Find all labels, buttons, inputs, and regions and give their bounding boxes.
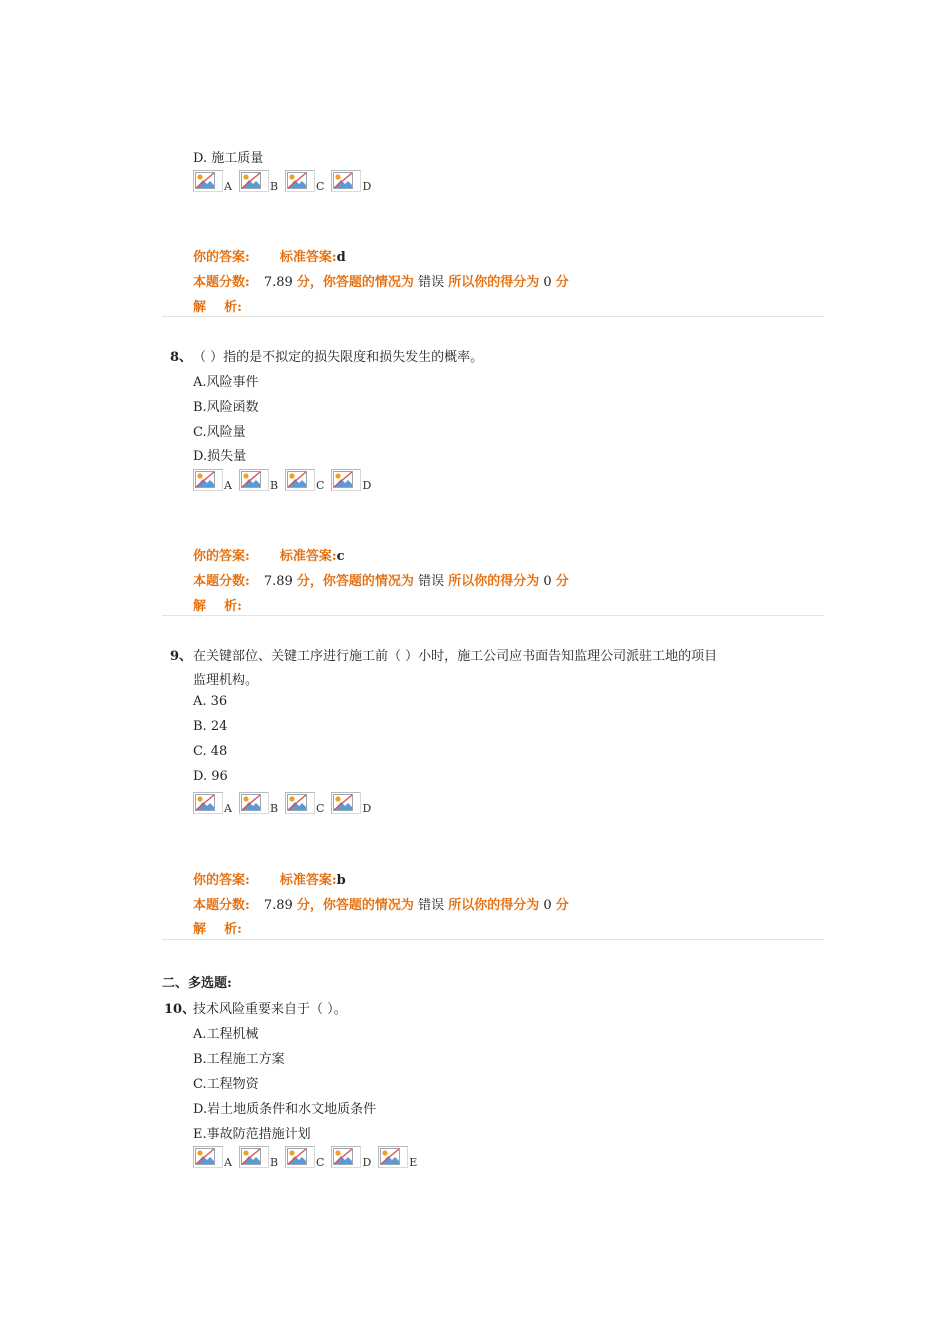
choice-letter: A [224, 479, 232, 492]
choice-letter: E [409, 1156, 418, 1169]
score-label: 本题分数: [193, 898, 250, 913]
choice-letter: C [316, 180, 325, 193]
q8-text: （ ）指的是不拟定的损失限度和损失发生的概率。 [193, 350, 484, 365]
q7-answer-row [193, 246, 346, 265]
q9-choice-b[interactable] [239, 792, 278, 814]
std-answer-value: b [336, 873, 346, 888]
broken-image-icon [285, 1146, 315, 1168]
q9-option-d: D. 96 [193, 769, 228, 784]
broken-image-icon [331, 792, 361, 814]
q10-answer-choices [193, 1144, 424, 1168]
choice-letter: B [269, 802, 279, 815]
your-answer-label: 你的答案: [193, 549, 250, 564]
q8-score-row [193, 570, 569, 589]
q7-choice-c[interactable] [285, 170, 324, 192]
std-answer-value: c [336, 549, 345, 564]
q7-option-d: D. 施工质量 [193, 151, 264, 166]
broken-image-icon [239, 170, 269, 192]
q8-option-a: A.风险事件 [193, 375, 259, 390]
got-unit: 分 [555, 574, 569, 589]
q10-text: 技术风险重要来自于（ ）。 [193, 1002, 347, 1017]
q9-answer-row [193, 869, 346, 888]
q7-score-row [193, 271, 569, 290]
q7-answer-choices [193, 168, 378, 192]
result-text: 错误 [418, 275, 445, 290]
q9-option-a: A. 36 [193, 694, 228, 709]
q9-score-row [193, 894, 569, 913]
choice-letter: C [316, 802, 325, 815]
q9-text-line2: 监理机构。 [193, 673, 259, 688]
broken-image-icon [331, 170, 361, 192]
your-answer-label: 你的答案: [193, 250, 250, 265]
q8-option-c: C.风险量 [193, 425, 246, 440]
q8-choice-c[interactable] [285, 469, 324, 491]
std-answer-label: 标准答案: [279, 250, 337, 265]
broken-image-icon [193, 469, 223, 491]
q10-option-c: C.工程物资 [193, 1077, 259, 1092]
got-value: 0 [543, 898, 552, 913]
q10-choice-d[interactable] [331, 1146, 371, 1168]
choice-letter: D [362, 479, 372, 492]
score-mid: 分，你答题的情况为 [296, 275, 414, 290]
choice-letter: B [269, 1156, 279, 1169]
std-answer-label: 标准答案: [279, 873, 337, 888]
choice-letter: B [269, 180, 279, 193]
section-title: 二、多选题: [162, 976, 232, 991]
q8-choice-b[interactable] [239, 469, 278, 491]
q7-analysis-label: 解 析: [193, 300, 242, 315]
got-unit: 分 [555, 898, 569, 913]
q9-text-line1: 在关键部位、关键工序进行施工前（ ）小时，施工公司应书面告知监理公司派驻工地的项目 [193, 649, 718, 664]
q8-answer-row [193, 545, 345, 564]
choice-letter: A [224, 802, 232, 815]
broken-image-icon [378, 1146, 408, 1168]
q8-choice-d[interactable] [331, 469, 371, 491]
q10-choice-c[interactable] [285, 1146, 324, 1168]
got-value: 0 [543, 275, 552, 290]
q10-option-e: E.事故防范措施计划 [193, 1127, 311, 1142]
q7-choice-a[interactable] [193, 170, 232, 192]
q8-analysis-label: 解 析: [193, 599, 242, 614]
broken-image-icon [285, 792, 315, 814]
broken-image-icon [193, 1146, 223, 1168]
q9-choice-a[interactable] [193, 792, 232, 814]
broken-image-icon [331, 469, 361, 491]
q8-option-b: B.风险函数 [193, 400, 259, 415]
q9-option-b: B. 24 [193, 719, 228, 734]
divider [162, 615, 824, 616]
score-value: 7.89 [263, 275, 293, 290]
q7-choice-b[interactable] [239, 170, 278, 192]
q7-choice-d[interactable] [331, 170, 371, 192]
choice-letter: B [269, 479, 279, 492]
choice-letter: A [224, 1156, 232, 1169]
broken-image-icon [239, 792, 269, 814]
q8-number: 8、 [170, 350, 193, 365]
result-text: 错误 [418, 574, 445, 589]
broken-image-icon [239, 1146, 269, 1168]
choice-letter: A [224, 180, 232, 193]
choice-letter: D [362, 1156, 372, 1169]
q10-option-b: B.工程施工方案 [193, 1052, 285, 1067]
q9-number: 9、 [170, 649, 193, 664]
result-text: 错误 [418, 898, 445, 913]
q10-choice-e[interactable] [378, 1146, 417, 1168]
got-unit: 分 [555, 275, 569, 290]
divider [162, 939, 824, 940]
q10-number: 10、 [164, 1002, 196, 1017]
choice-letter: C [316, 1156, 325, 1169]
choice-letter: D [362, 180, 372, 193]
got-label: 所以你的得分为 [448, 275, 540, 290]
broken-image-icon [239, 469, 269, 491]
broken-image-icon [285, 170, 315, 192]
choice-letter: D [362, 802, 372, 815]
q10-option-d: D.岩土地质条件和水文地质条件 [193, 1102, 377, 1117]
got-label: 所以你的得分为 [448, 574, 540, 589]
broken-image-icon [193, 170, 223, 192]
std-answer-label: 标准答案: [279, 549, 337, 564]
q8-choice-a[interactable] [193, 469, 232, 491]
score-mid: 分，你答题的情况为 [296, 574, 414, 589]
q10-choice-a[interactable] [193, 1146, 232, 1168]
q8-option-d: D.损失量 [193, 449, 247, 464]
q9-choice-c[interactable] [285, 792, 324, 814]
got-label: 所以你的得分为 [448, 898, 540, 913]
q10-choice-b[interactable] [239, 1146, 278, 1168]
score-mid: 分，你答题的情况为 [296, 898, 414, 913]
q9-analysis-label: 解 析: [193, 922, 242, 937]
q9-choice-d[interactable] [331, 792, 371, 814]
score-value: 7.89 [263, 898, 293, 913]
broken-image-icon [331, 1146, 361, 1168]
broken-image-icon [193, 792, 223, 814]
broken-image-icon [285, 469, 315, 491]
your-answer-label: 你的答案: [193, 873, 250, 888]
score-label: 本题分数: [193, 275, 250, 290]
got-value: 0 [543, 574, 552, 589]
divider [162, 316, 824, 317]
q10-option-a: A.工程机械 [193, 1027, 259, 1042]
std-answer-value: d [336, 250, 346, 265]
q8-answer-choices [193, 467, 378, 491]
choice-letter: C [316, 479, 325, 492]
score-label: 本题分数: [193, 574, 250, 589]
q9-option-c: C. 48 [193, 744, 228, 759]
score-value: 7.89 [263, 574, 293, 589]
q9-answer-choices [193, 790, 378, 814]
